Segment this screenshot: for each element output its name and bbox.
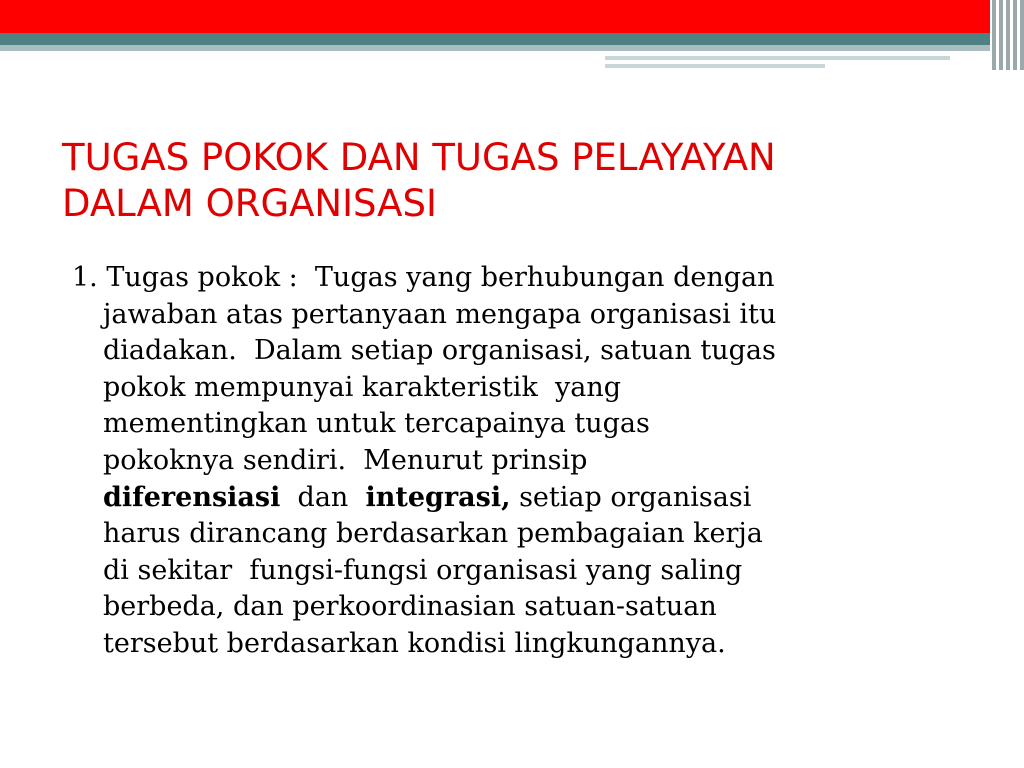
slide-body xyxy=(72,260,972,663)
body-line: 1. Tugas pokok : Tugas yang berhubungan dengan xyxy=(72,262,775,293)
slide-title-line-2: DALAM ORGANISASI xyxy=(62,182,437,225)
body-line-emphasis xyxy=(72,480,972,517)
corner-stripe xyxy=(1006,0,1010,70)
corner-stripe xyxy=(1020,0,1024,70)
corner-stripe xyxy=(992,0,996,70)
header-teal-bar xyxy=(0,33,1024,45)
body-line: diadakan. Dalam setiap organisasi, satuan tugas xyxy=(103,335,776,367)
body-text-fragment: dan xyxy=(280,481,366,513)
corner-stripe xyxy=(999,0,1003,70)
slide-title xyxy=(62,135,962,227)
body-line: berbeda, dan perkoordinasian satuan-satuan xyxy=(103,591,717,623)
header-gray-bar xyxy=(0,45,1024,51)
body-line: tersebut berdasarkan kondisi lingkungannya. xyxy=(103,627,726,659)
header-corner-stripes xyxy=(990,0,1024,70)
body-line: jawaban atas pertanyaan mengapa organisasi itu xyxy=(103,298,777,330)
body-line: harus dirancang berdasarkan pembagaian kerja xyxy=(103,518,763,550)
slide-title-line-1: TUGAS POKOK DAN TUGAS PELAYAYAN xyxy=(62,136,776,179)
corner-stripe xyxy=(1013,0,1017,70)
body-line: pokok mempunyai karakteristik yang xyxy=(103,371,621,403)
body-line: mementingkan untuk tercapainya tugas xyxy=(103,408,650,440)
term-integrasi: integrasi, xyxy=(365,481,511,513)
header-accent-line-short xyxy=(605,64,825,68)
term-diferensiasi: diferensiasi xyxy=(103,481,281,513)
header-red-bar xyxy=(0,0,1024,33)
header-accent-line xyxy=(605,56,950,60)
body-line: pokoknya sendiri. Menurut prinsip xyxy=(103,444,588,476)
body-line: di sekitar fungsi-fungsi organisasi yang saling xyxy=(103,554,743,586)
body-text-fragment: setiap organisasi xyxy=(510,481,752,513)
